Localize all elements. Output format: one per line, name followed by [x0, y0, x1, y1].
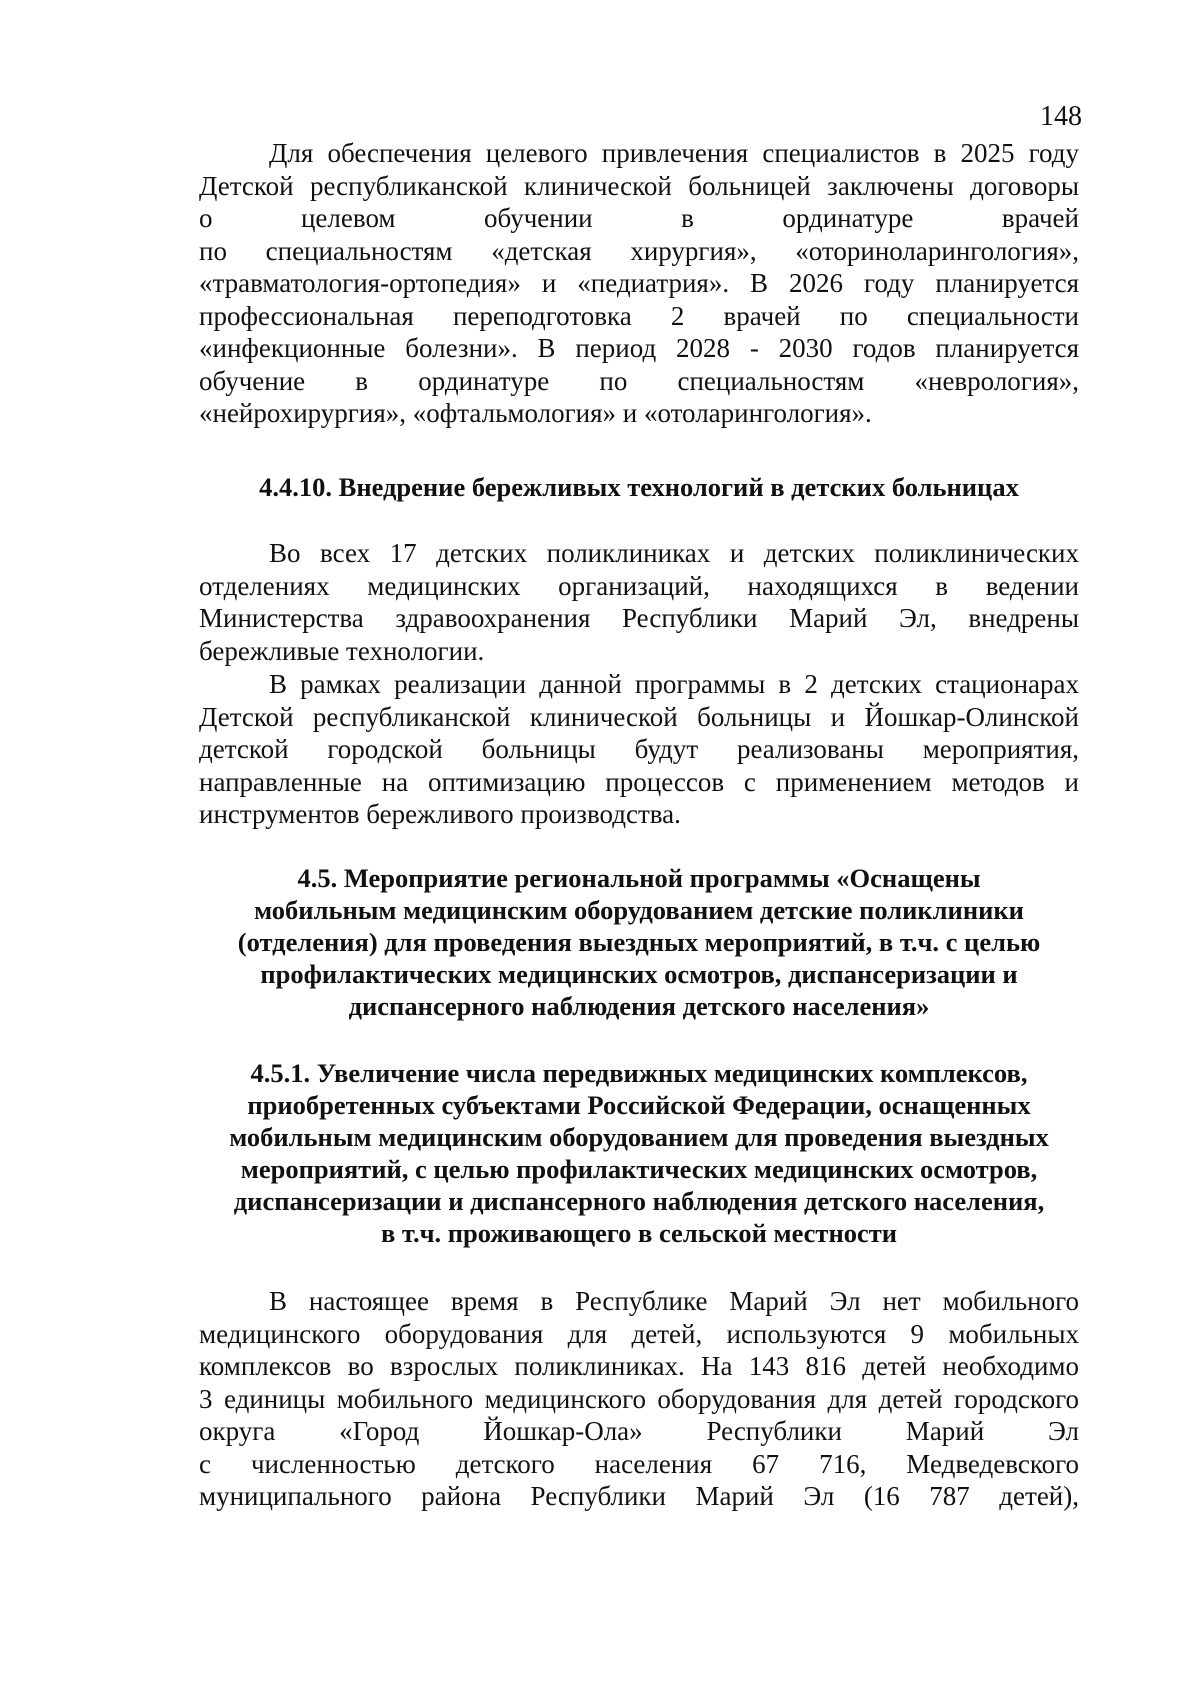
text-line: В рамках реализации данной программы в 2 детских стационарах	[269, 669, 1079, 699]
heading-line: мероприятий, с целью профилактических медицинских осмотров,	[240, 1154, 1038, 1184]
text-line: «травматология-ортопедия» и «педиатрия». В 2026 году планируется	[199, 268, 1079, 298]
text-line: обучение в ординатуре по специальностям «неврология»,	[199, 365, 1079, 396]
text-line: Во всех 17 детских поликлиниках и детских поликлинических	[269, 538, 1079, 568]
text-line: Детской республиканской клинической больницей заключены договоры	[199, 170, 1079, 201]
text-line: по специальностям «детская хирургия», «оториноларингология»,	[199, 235, 1079, 266]
text-line: направленные на оптимизацию процессов с применением методов и	[199, 766, 1079, 797]
text-line: о целевом обучении в ординатуре врачей	[199, 203, 1079, 233]
heading-line: диспансеризации и диспансерного наблюдения детского населения,	[233, 1186, 1045, 1216]
text-line: В настоящее время в Республике Марий Эл нет мобильного	[269, 1286, 1079, 1316]
text-line: «инфекционные болезни». В период 2028 - 2030 годов планируется	[199, 333, 1079, 363]
heading-line: приобретенных субъектами Российской Федерации, оснащенных	[247, 1090, 1031, 1120]
text-line: 3 единицы мобильного медицинского оборудования для детей городского	[199, 1383, 1079, 1414]
page-number: 148	[1040, 101, 1082, 132]
heading-line: в т.ч. проживающего в сельской местности	[380, 1218, 898, 1248]
paragraph-targeted-training	[199, 137, 1079, 430]
text-line: инструментов бережливого производства.	[199, 799, 681, 829]
text-line: Для обеспечения целевого привлечения специалистов в 2025 году	[269, 138, 1079, 168]
text-line: детской городской больницы будут реализованы мероприятия,	[199, 734, 1079, 764]
heading-line: мобильным медицинским оборудованием для проведения выездных	[229, 1122, 1049, 1152]
paragraph-lean-polyclinics	[199, 537, 1079, 667]
heading-line: 4.5.1. Увеличение числа передвижных медицинских комплексов,	[250, 1058, 1028, 1088]
text-line: округа «Город Йошкар-Ола» Республики Марий Эл	[199, 1416, 1079, 1446]
text-line: медицинского оборудования для детей, используются 9 мобильных	[199, 1318, 1079, 1349]
heading-line: 4.4.10. Внедрение бережливых технологий в детских больницах	[259, 472, 1019, 502]
section-heading-4-5-1	[199, 1057, 1079, 1249]
text-line: Детской республиканской клинической больницы и Йошкар-Олинской	[199, 701, 1079, 732]
section-heading-4-5	[199, 862, 1079, 1022]
paragraph-lean-hospitals	[199, 668, 1079, 831]
heading-line: 4.5. Мероприятие региональной программы «Оснащены	[297, 863, 981, 893]
heading-line: мобильным медицинским оборудованием детские поликлиники	[254, 895, 1024, 925]
text-line: комплексов во взрослых поликлиниках. На 143 816 детей необходимо	[199, 1351, 1079, 1381]
paragraph-mobile-equipment	[199, 1285, 1079, 1513]
section-heading-4-4-10	[199, 471, 1079, 503]
heading-line: профилактических медицинских осмотров, диспансеризации и	[260, 959, 1018, 989]
heading-line: (отделения) для проведения выездных мероприятий, в т.ч. с целью	[237, 927, 1041, 957]
text-line: бережливые технологии.	[199, 635, 485, 666]
text-line: профессиональная переподготовка 2 врачей по специальности	[199, 300, 1079, 331]
text-line: отделениях медицинских организаций, находящихся в ведении	[199, 570, 1079, 601]
text-line: с численностью детского населения 67 716, Медведевского	[199, 1448, 1079, 1479]
text-line: муниципального района Республики Марий Эл (16 787 детей),	[199, 1481, 1079, 1511]
heading-line: диспансерного наблюдения детского населения»	[348, 991, 930, 1021]
text-line: «нейрохирургия», «офтальмология» и «отоларингология».	[199, 398, 872, 428]
text-line: Министерства здравоохранения Республики Марий Эл, внедрены	[199, 603, 1079, 633]
